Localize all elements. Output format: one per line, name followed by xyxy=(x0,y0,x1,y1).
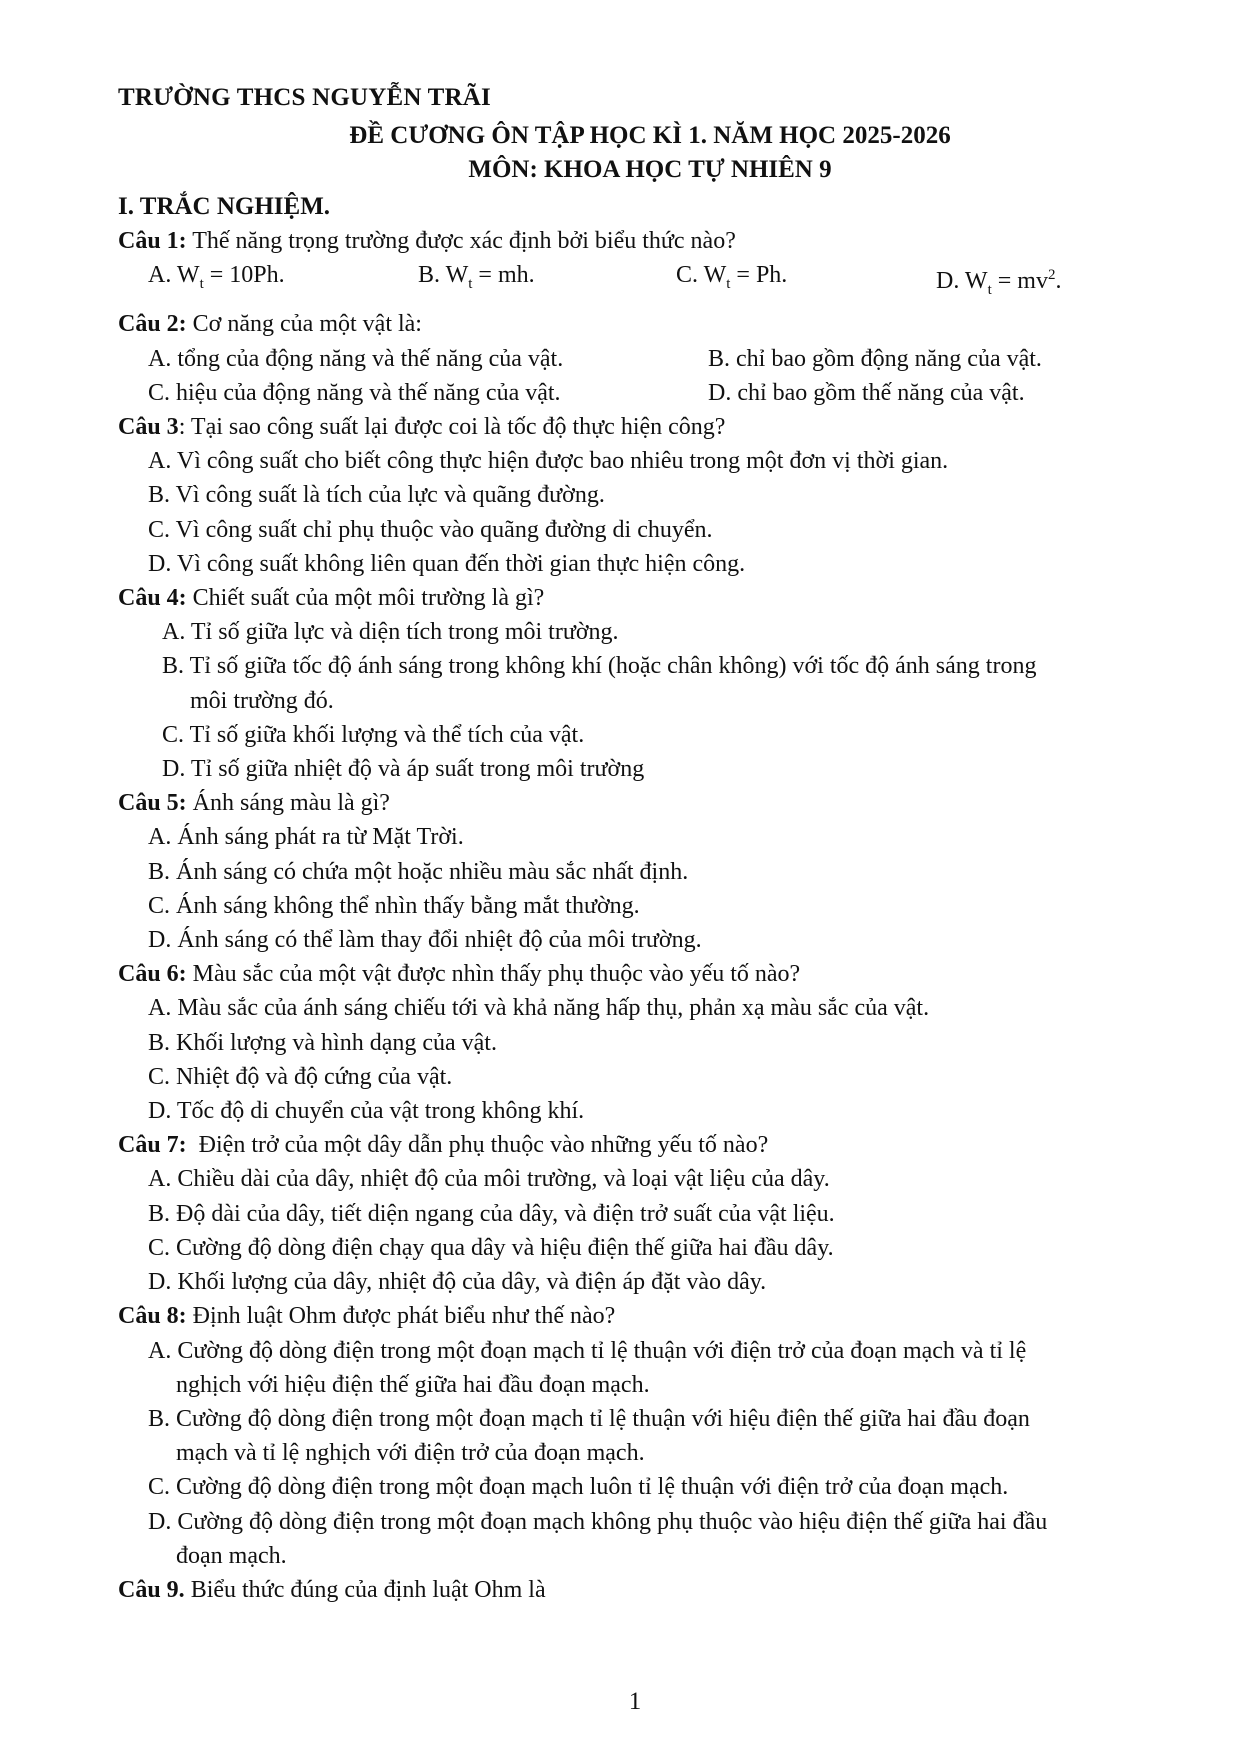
question-text: Điện trở của một dây dẫn phụ thuộc vào những yếu tố nào? xyxy=(186,1132,769,1159)
option-a: A. Cường độ dòng điện trong một đoạn mạch tỉ lệ thuận với điện trở của đoạn mạch và tỉ lệ nghịch với hiệu điện thế giữa hai đầu đoạn mạch. xyxy=(148,1337,1027,1398)
option-a: A. Vì công suất cho biết công thực hiện được bao nhiêu trong một đơn vị thời gian. xyxy=(148,448,949,475)
option-b: B. chỉ bao gồm động năng của vật. xyxy=(708,345,1042,372)
question-2 xyxy=(118,307,1158,341)
page-number: 1 xyxy=(628,1688,642,1715)
question-label: Câu 4: xyxy=(118,585,187,612)
question-text: Biểu thức đúng của định luật Ohm là xyxy=(184,1576,546,1603)
question-8 xyxy=(118,1299,1158,1333)
option-c: C. Nhiệt độ và độ cứng của vật. xyxy=(148,1063,453,1090)
question-6 xyxy=(118,957,1158,991)
question-5 xyxy=(118,786,1158,820)
school-name: TRƯỜNG THCS NGUYỄN TRÃI xyxy=(118,84,491,111)
option-b: B. Vì công suất là tích của lực và quãng đường. xyxy=(148,482,605,509)
section-heading: I. TRẮC NGHIỆM. xyxy=(118,193,331,220)
option-b: B. Độ dài của dây, tiết diện ngang của dây, và điện trở suất của vật liệu. xyxy=(148,1200,835,1227)
question-text: Định luật Ohm được phát biểu như thế nào? xyxy=(186,1303,616,1330)
option-d: D. Ánh sáng có thể làm thay đổi nhiệt độ của môi trường. xyxy=(148,927,702,954)
question-1-options xyxy=(118,258,1158,307)
question-text: Cơ năng của một vật là: xyxy=(186,311,422,338)
option-a: A. Màu sắc của ánh sáng chiếu tới và khả năng hấp thụ, phản xạ màu sắc của vật. xyxy=(148,995,930,1022)
question-label: Câu 2: xyxy=(118,311,187,338)
option-a: A. Chiều dài của dây, nhiệt độ của môi trường, và loại vật liệu của dây. xyxy=(148,1166,830,1193)
option-a: A. Ánh sáng phát ra từ Mặt Trời. xyxy=(148,824,464,851)
option-a: A. $W_t = 10Ph$. xyxy=(148,262,285,293)
question-3 xyxy=(118,410,1158,444)
question-label: Câu 9. xyxy=(118,1576,185,1603)
option-c: C. hiệu của động năng và thế năng của vật. xyxy=(148,379,561,406)
option-b: B. Khối lượng và hình dạng của vật. xyxy=(148,1029,497,1056)
option-c: C. Cường độ dòng điện chạy qua dây và hiệu điện thế giữa hai đầu dây. xyxy=(148,1234,834,1261)
option-d: D. chỉ bao gồm thế năng của vật. xyxy=(708,379,1025,406)
option-d: D. Vì công suất không liên quan đến thời gian thực hiện công. xyxy=(148,550,746,577)
option-c: C. Tỉ số giữa khối lượng và thể tích của vật. xyxy=(162,721,585,748)
question-label: Câu 1: xyxy=(118,228,187,255)
question-text: Chiết suất của một môi trường là gì? xyxy=(186,585,545,612)
option-d: D. Khối lượng của dây, nhiệt độ của dây, và điện áp đặt vào dây. xyxy=(148,1269,767,1296)
question-text: Ánh sáng màu là gì? xyxy=(186,790,390,817)
subject-title: MÔN: KHOA HỌC TỰ NHIÊN 9 xyxy=(468,156,832,183)
question-2-options-row-1 xyxy=(118,342,1158,376)
option-b: B. Tỉ số giữa tốc độ ánh sáng trong không khí (hoặc chân không) với tốc độ ánh sáng trong môi trường đó. xyxy=(162,653,1037,714)
option-b: B. Ánh sáng có chứa một hoặc nhiều màu sắc nhất định. xyxy=(148,858,689,885)
question-text: Màu sắc của một vật được nhìn thấy phụ thuộc vào yếu tố nào? xyxy=(186,961,801,988)
option-d: D. Tỉ số giữa nhiệt độ và áp suất trong môi trường xyxy=(162,756,645,783)
option-b: B. Cường độ dòng điện trong một đoạn mạch tỉ lệ thuận với hiệu điện thế giữa hai đầu đoạn mạch và tỉ lệ nghịch với điện trở của đoạn mạch. xyxy=(148,1405,1030,1467)
option-a: A. tổng của động năng và thế năng của vật. xyxy=(148,345,564,372)
option-c: C. Ánh sáng không thể nhìn thấy bằng mắt thường. xyxy=(148,892,640,919)
question-2-options-row-2 xyxy=(118,376,1158,410)
option-b: B. $W_t$ = mh. xyxy=(418,262,535,293)
question-4 xyxy=(118,581,1158,615)
question-9 xyxy=(118,1573,1158,1607)
question-label: Câu 5: xyxy=(118,790,187,817)
question-label: Câu 8: xyxy=(118,1303,187,1330)
question-label: Câu 6: xyxy=(118,961,187,988)
document-title: ĐỀ CƯƠNG ÔN TẬP HỌC KÌ 1. NĂM HỌC 2025-2026 xyxy=(349,122,951,149)
question-7 xyxy=(118,1128,1158,1162)
option-c: C. Vì công suất chỉ phụ thuộc vào quãng đường di chuyển. xyxy=(148,516,713,543)
question-text: Thế năng trọng trường được xác định bởi biểu thức nào? xyxy=(186,228,736,255)
question-label: Câu 3 xyxy=(118,414,179,441)
option-a: A. Tỉ số giữa lực và diện tích trong môi trường. xyxy=(162,619,619,646)
option-d: D. $W_t = mv^2$. xyxy=(936,267,1062,299)
question-1 xyxy=(118,224,1158,258)
option-d: D. Tốc độ di chuyển của vật trong không khí. xyxy=(148,1098,585,1125)
question-text: : Tại sao công suất lại được coi là tốc độ thực hiện công? xyxy=(178,414,726,441)
question-label: Câu 7: xyxy=(118,1132,187,1159)
content-body xyxy=(118,190,1158,1607)
option-c: C. $W_t = Ph$. xyxy=(676,262,788,293)
option-d: D. Cường độ dòng điện trong một đoạn mạch không phụ thuộc vào hiệu điện thế giữa hai đầu đoạn mạch. xyxy=(148,1508,1048,1569)
option-c: C. Cường độ dòng điện trong một đoạn mạch luôn tỉ lệ thuận với điện trở của đoạn mạch. xyxy=(148,1474,1009,1501)
